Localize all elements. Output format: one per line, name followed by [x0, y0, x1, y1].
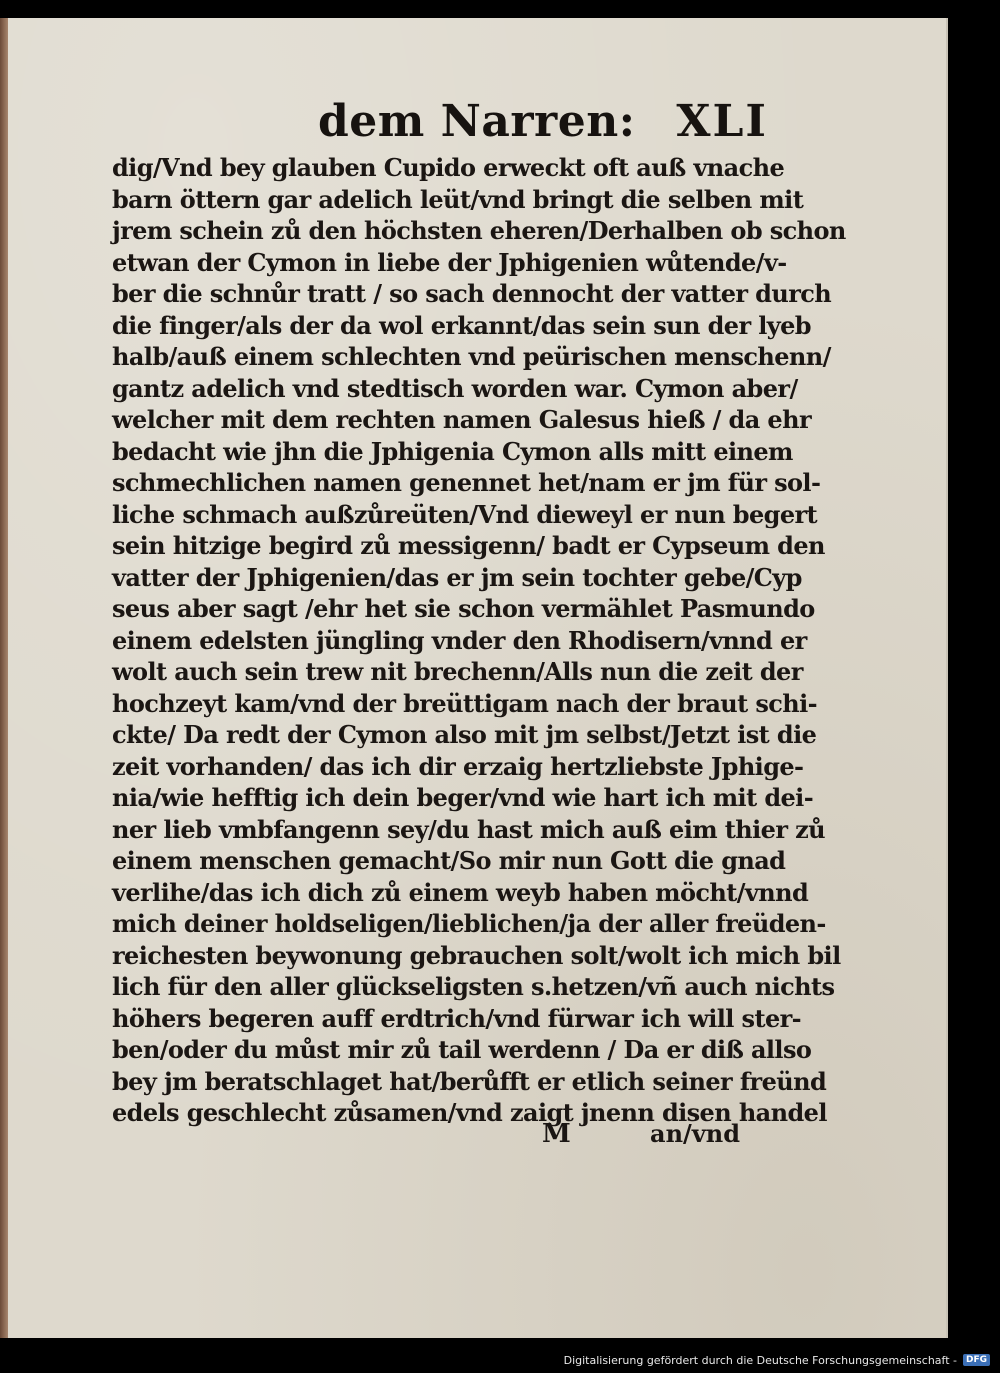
text-line: einem menschen gemacht/So mir nun Gott die gnad: [112, 846, 786, 875]
text-line: lich für den aller glückseligsten s.hetzen/vñ auch nichts: [112, 972, 835, 1001]
text-line: seus aber sagt /ehr het sie schon vermählet Pasmundo: [112, 594, 815, 623]
text-line: nia/wie hefftig ich dein beger/vnd wie hart ich mit dei-: [112, 783, 814, 812]
text-line: dig/Vnd bey glauben Cupido erweckt oft auß vnache: [112, 153, 785, 182]
text-line: bedacht wie jhn die Jphigenia Cymon alls mitt einem: [112, 436, 793, 466]
text-line: bey jm beratschlaget hat/berůfft er etlich seiner freünd: [112, 1066, 827, 1096]
text-line: barn öttern gar adelich leüt/vnd bringt die selben mit: [112, 184, 804, 214]
text-line: ber die schnůr tratt / so sach dennocht der vatter durch: [112, 279, 832, 308]
text-line: liche schmach außzůreüten/Vnd dieweyl er nun begert: [112, 499, 818, 529]
text-line: sein hitzige begird zů messigenn/ badt er Cypseum den: [112, 531, 825, 560]
text-line: höhers begeren auff erdtrich/vnd fürwar ich will ster-: [112, 1003, 802, 1033]
text-block: [112, 152, 846, 1129]
text-line: welcher mit dem rechten namen Galesus hieß / da ehr: [112, 405, 811, 434]
text-line: halb/auß einem schlechten vnd peürischen menschenn/: [112, 342, 831, 371]
text-line: hochzeyt kam/vnd der breüttigam nach der braut schi-: [112, 688, 818, 718]
signature-mark: M: [542, 1119, 571, 1149]
text-line: die finger/als der da wol erkannt/das sein sun der lyeb: [112, 310, 811, 340]
text-line: zeit vorhanden/ das ich dir erzaig hertzliebste Jphige-: [112, 751, 804, 781]
running-head: [318, 96, 768, 158]
text-line: ben/oder du můst mir zů tail werdenn / Da er diß allso: [112, 1035, 812, 1064]
text-line: gantz adelich vnd stedtisch worden war. Cymon aber/: [112, 373, 798, 403]
text-line: ner lieb vmbfangenn sey/du hast mich auß eim thier zů: [112, 814, 825, 844]
text-line: einem edelsten jüngling vnder den Rhodisern/vnnd er: [112, 625, 807, 655]
text-line: etwan der Cymon in liebe der Jphigenien wůtende/v-: [112, 247, 787, 277]
running-title: dem Narren:: [318, 96, 636, 147]
text-line: ckte/ Da redt der Cymon also mit jm selbst/Jetzt ist die: [112, 720, 817, 749]
text-line: vatter der Jphigenien/das er jm sein tochter gebe/Cyp: [112, 562, 802, 592]
digitization-footer: [564, 1349, 990, 1371]
funding-credit: Digitalisierung gefördert durch die Deutsche Forschungsgemeinschaft -: [563, 1353, 957, 1367]
catchword: an/vnd: [650, 1119, 740, 1148]
text-line: schmechlichen namen genennet het/nam er jm für sol-: [112, 468, 821, 497]
text-line: mich deiner holdseligen/lieblichen/ja der aller freüden-: [112, 909, 826, 938]
text-line: reichesten beywonung gebrauchen solt/wolt ich mich bil: [112, 940, 841, 970]
text-line: wolt auch sein trew nit brechenn/Alls nun die zeit der: [112, 657, 803, 686]
text-line: jrem schein zů den höchsten eheren/Derhalben ob schon: [112, 216, 846, 245]
text-line: verlihe/das ich dich zů einem weyb haben möcht/vnnd: [112, 877, 809, 907]
folio-number: XLI: [676, 96, 768, 147]
dfg-logo-icon: DFG: [963, 1354, 990, 1366]
text-line: edels geschlecht zůsamen/vnd zaigt jnenn disen handel: [112, 1098, 827, 1127]
catchline: [542, 1119, 740, 1153]
